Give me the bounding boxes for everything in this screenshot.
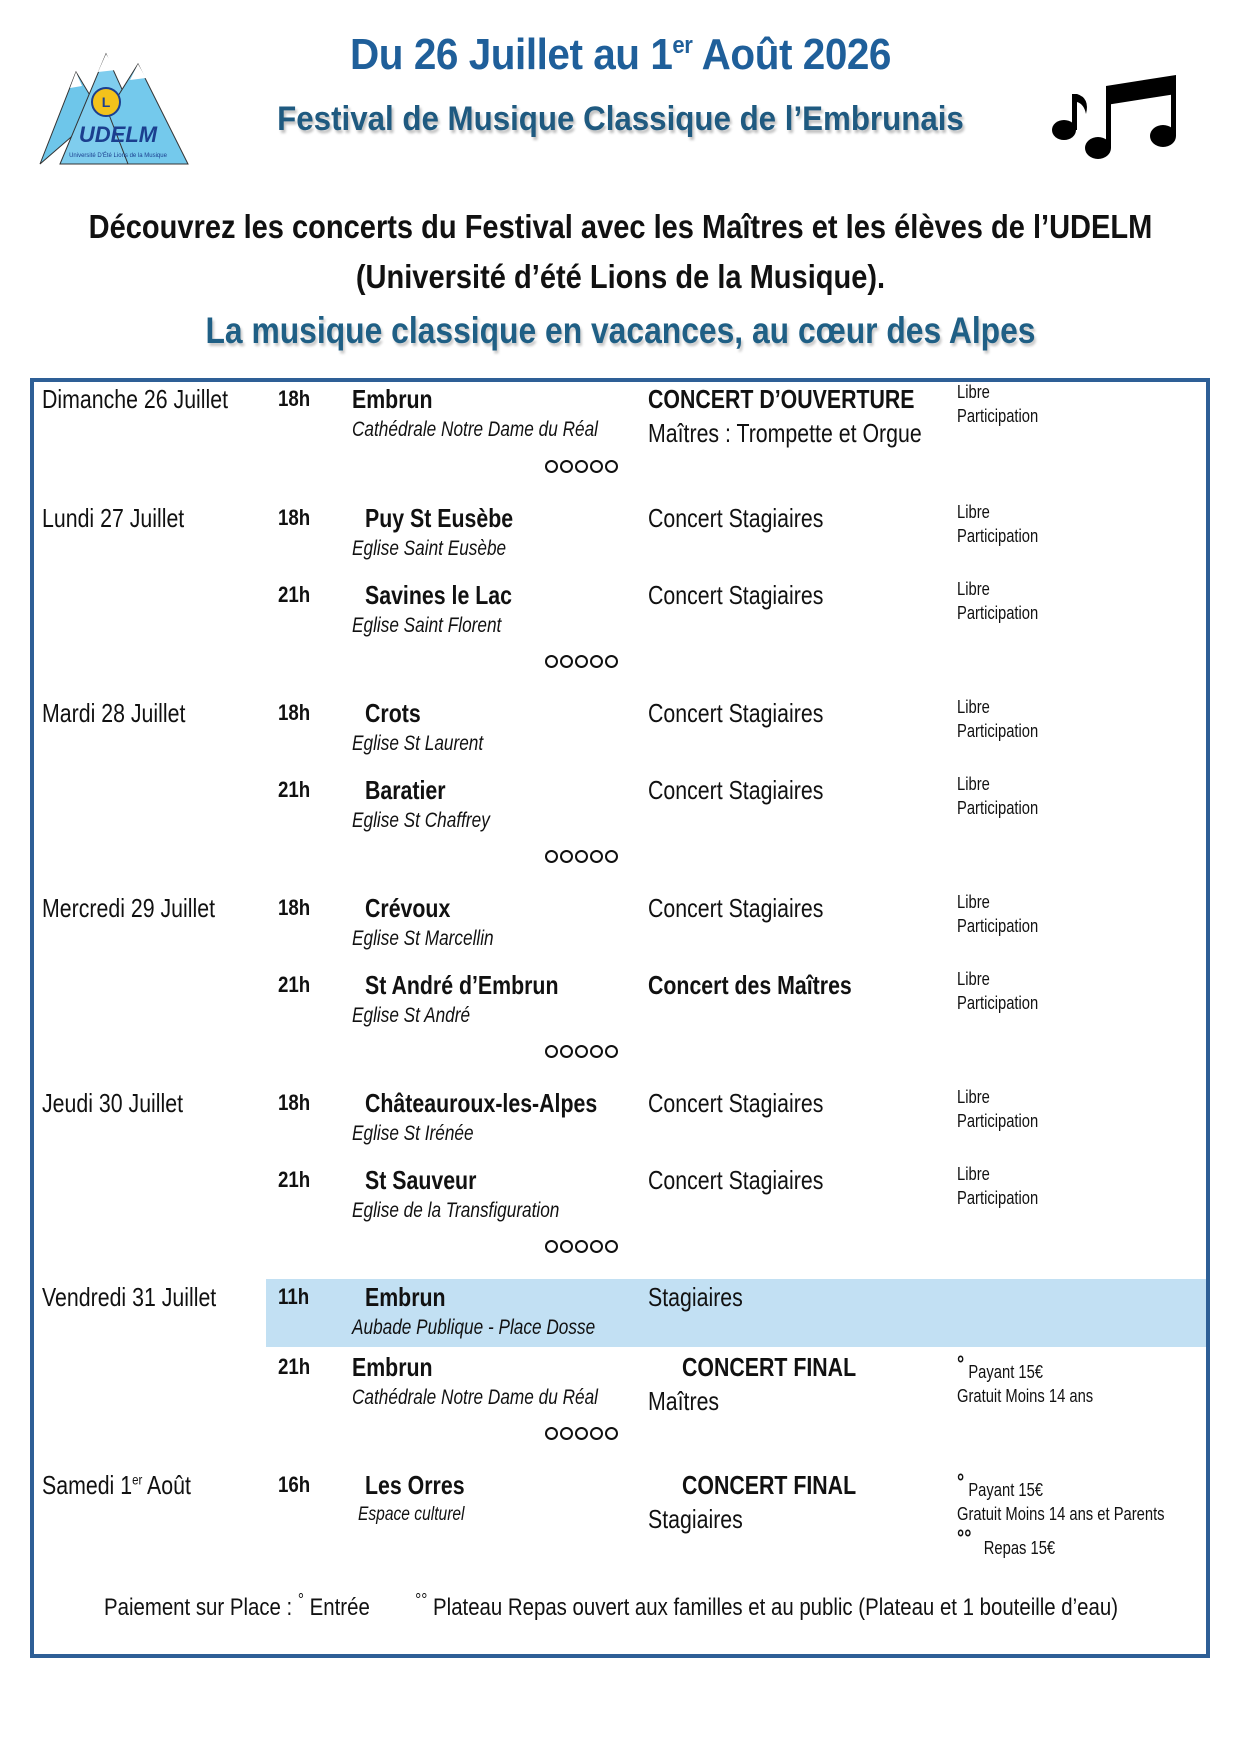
event-concert: Concert Stagiaires (648, 580, 824, 610)
event-price: Libre Participation (957, 1087, 1039, 1131)
event-concert: Concert Stagiaires (648, 893, 824, 923)
event-time: 18h (278, 700, 311, 725)
event-town: Embrun (352, 1352, 433, 1382)
event-venue: Aubade Publique - Place Dosse (352, 1316, 596, 1339)
event-price: Libre Participation (957, 382, 1039, 426)
separator-dots (545, 1238, 620, 1258)
event-venue: Eglise St Chaffrey (352, 809, 490, 832)
intro-line-1: Découvrez les concerts du Festival avec les Maîtres et les élèves de l’UDELM (88, 208, 1153, 245)
event-price: Libre Participation (957, 892, 1039, 936)
event-town: Crots (365, 698, 421, 728)
event-concert: Concert Stagiaires (648, 1165, 824, 1195)
event-town: Puy St Eusèbe (365, 503, 514, 533)
event-venue: Eglise Saint Eusèbe (352, 537, 507, 560)
event-time: 11h (278, 1284, 310, 1309)
event-venue: Eglise St Marcellin (352, 927, 494, 950)
day-label: Mercredi 29 Juillet (42, 893, 216, 923)
event-concert: CONCERT FINAL (682, 1352, 857, 1382)
event-town: Savines le Lac (365, 580, 512, 610)
event-town: Embrun (352, 384, 433, 414)
event-time: 21h (278, 972, 311, 997)
event-venue: Eglise de la Transfiguration (352, 1199, 560, 1222)
event-town: St André d’Embrun (365, 970, 559, 1000)
event-price: Libre Participation (957, 1164, 1039, 1208)
separator-dots (545, 1043, 620, 1063)
event-venue: Cathédrale Notre Dame du Réal (352, 1386, 598, 1409)
event-town: Crévoux (365, 893, 451, 923)
event-concert: CONCERT D’OUVERTURE (648, 384, 915, 414)
intro-line-2: (Université d’été Lions de la Musique). (355, 258, 886, 295)
event-price: Libre Participation (957, 697, 1039, 741)
event-venue: Espace culturel (358, 1504, 465, 1525)
event-concert: Concert des Maîtres (648, 970, 852, 1000)
event-time: 18h (278, 505, 311, 530)
day-label: Dimanche 26 Juillet (42, 384, 229, 414)
schedule-table (30, 378, 1210, 1658)
event-venue: Eglise St Irénée (352, 1122, 474, 1145)
tagline: La musique classique en vacances, au cœur des Alpes (205, 310, 1036, 351)
event-concert: Concert Stagiaires (648, 503, 824, 533)
day-label: Jeudi 30 Juillet (42, 1088, 184, 1118)
event-time: 18h (278, 1090, 311, 1115)
event-venue: Eglise St Laurent (352, 732, 484, 755)
event-price: Libre Participation (957, 774, 1039, 818)
event-concert: Concert Stagiaires (648, 775, 824, 805)
event-town: Baratier (365, 775, 446, 805)
event-town: Les Orres (365, 1470, 465, 1500)
svg-text:L: L (101, 94, 111, 110)
event-venue: Eglise St André (352, 1004, 471, 1027)
event-time: 21h (278, 1167, 311, 1192)
event-concert-sub: Maîtres (648, 1386, 720, 1416)
day-label: Mardi 28 Juillet (42, 698, 186, 728)
separator-dots (545, 653, 620, 673)
event-concert: Concert Stagiaires (648, 1088, 824, 1118)
event-concert: Concert Stagiaires (648, 698, 824, 728)
separator-dots (545, 848, 620, 868)
day-label: Samedi 1er Août (42, 1470, 191, 1500)
event-price: ° Payant 15€ Gratuit Moins 14 ans et Parents °° Repas 15€ (957, 1469, 1165, 1558)
music-notes-icon (1050, 72, 1185, 167)
event-town: Châteauroux-les-Alpes (365, 1088, 598, 1118)
event-concert-sub: Maîtres : Trompette et Orgue (648, 418, 922, 448)
festival-dates-title: Du 26 Juillet au 1er Août 2026 (349, 30, 891, 79)
separator-dots (545, 1425, 620, 1445)
event-town: Embrun (365, 1282, 446, 1312)
event-price: Libre Participation (957, 969, 1039, 1013)
event-time: 21h (278, 582, 311, 607)
event-price: Libre Participation (957, 502, 1039, 546)
day-label: Vendredi 31 Juillet (42, 1282, 217, 1312)
day-label: Lundi 27 Juillet (42, 503, 185, 533)
event-price: Libre Participation (957, 579, 1039, 623)
event-venue: Eglise Saint Florent (352, 614, 502, 637)
event-town: St Sauveur (365, 1165, 477, 1195)
festival-name: Festival de Musique Classique de l’Embrunais (277, 100, 964, 138)
event-time: 18h (278, 895, 311, 920)
event-time: 16h (278, 1472, 311, 1497)
event-time: 21h (278, 1354, 311, 1379)
event-time: 21h (278, 777, 311, 802)
svg-text:UDELM: UDELM (78, 122, 158, 147)
separator-dots (545, 458, 620, 478)
event-venue: Cathédrale Notre Dame du Réal (352, 418, 598, 441)
event-price: ° Payant 15€ Gratuit Moins 14 ans (957, 1351, 1094, 1406)
event-concert: Stagiaires (648, 1282, 743, 1312)
event-concert-sub: Stagiaires (648, 1504, 743, 1534)
event-time: 18h (278, 386, 311, 411)
event-concert: CONCERT FINAL (682, 1470, 857, 1500)
svg-text:Université D'Été Lions de la M: Université D'Été Lions de la Musique (69, 153, 167, 159)
payment-note: Paiement sur Place : ° Entrée °° Plateau Repas ouvert aux familles et au public (Plateau et 1 bouteille d’eau) (104, 1590, 1119, 1621)
